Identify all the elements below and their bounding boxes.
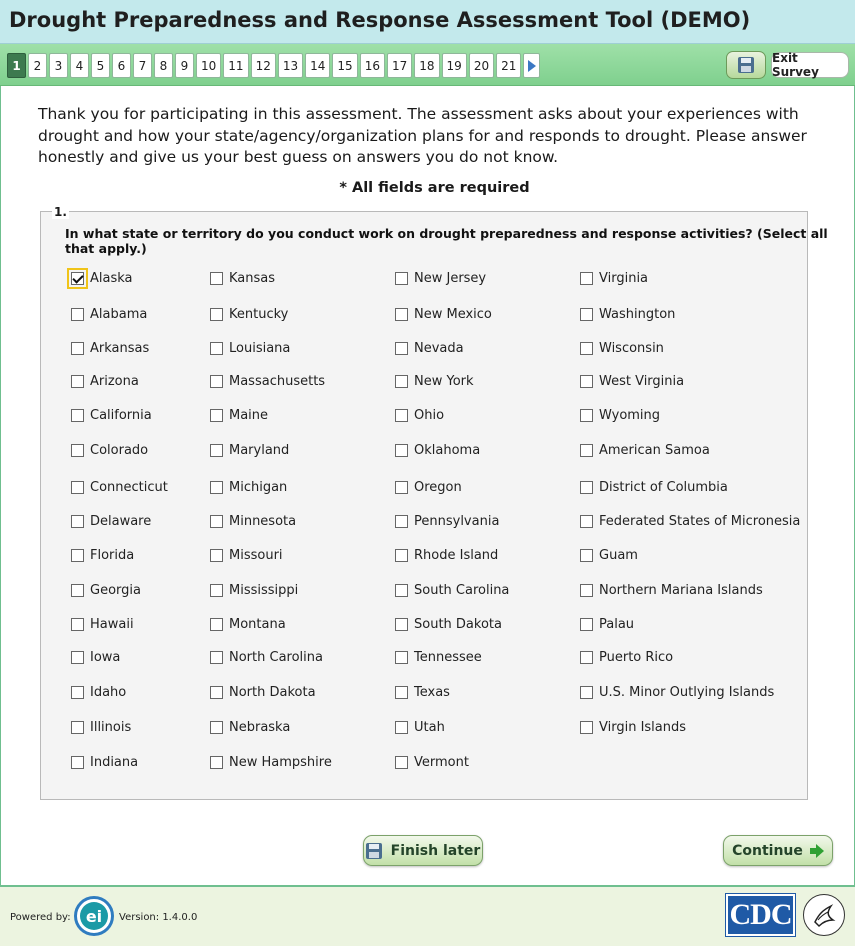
option-label: American Samoa bbox=[599, 443, 710, 458]
page-button-15[interactable]: 15 bbox=[332, 53, 357, 78]
option-arkansas[interactable] bbox=[71, 341, 149, 356]
option-label: North Dakota bbox=[229, 685, 316, 700]
option-label: Vermont bbox=[414, 755, 469, 770]
checkbox[interactable] bbox=[71, 409, 84, 422]
checkbox[interactable] bbox=[71, 756, 84, 769]
checkbox[interactable] bbox=[71, 515, 84, 528]
option-kentucky[interactable] bbox=[210, 307, 288, 322]
checkbox[interactable] bbox=[210, 272, 223, 285]
option-rhode-island[interactable] bbox=[395, 548, 498, 563]
option-label: Oregon bbox=[414, 480, 462, 495]
checkbox[interactable] bbox=[210, 549, 223, 562]
checkbox[interactable] bbox=[210, 618, 223, 631]
option-mississippi[interactable] bbox=[210, 583, 298, 598]
option-label: New York bbox=[414, 374, 474, 389]
finish-later-label: Finish later bbox=[390, 842, 481, 859]
option-oregon[interactable] bbox=[395, 480, 462, 495]
option-virginia[interactable] bbox=[580, 271, 648, 286]
intro-text: Thank you for participating in this assessment. The assessment asks about your experiences with drought and how your state/agency/organization plans for and responds to drought. Please answer honestly and give us your best guess on answers you do not know. bbox=[38, 105, 807, 166]
ei-logo bbox=[74, 896, 114, 936]
checkbox[interactable] bbox=[580, 686, 593, 699]
option-hawaii[interactable] bbox=[71, 617, 134, 632]
option-ohio[interactable] bbox=[395, 408, 444, 423]
option-label: Montana bbox=[229, 617, 286, 632]
option-label: Colorado bbox=[90, 443, 149, 458]
question-number: 1. bbox=[54, 205, 67, 219]
option-minnesota[interactable] bbox=[210, 514, 296, 529]
option-label: Mississippi bbox=[229, 583, 299, 598]
option-michigan[interactable] bbox=[210, 480, 287, 495]
option-nevada[interactable] bbox=[395, 341, 464, 356]
option-tennessee[interactable] bbox=[395, 650, 482, 665]
page-button-19[interactable]: 19 bbox=[442, 53, 467, 78]
option-louisiana[interactable] bbox=[210, 341, 290, 356]
option-utah[interactable] bbox=[395, 720, 445, 735]
option-label: Wyoming bbox=[599, 408, 661, 423]
option-label: Arizona bbox=[90, 374, 139, 389]
page-button-12[interactable]: 12 bbox=[251, 53, 276, 78]
option-label: Missouri bbox=[229, 548, 283, 563]
checkbox[interactable] bbox=[580, 308, 593, 321]
option-label: Washington bbox=[599, 307, 676, 322]
checkbox[interactable] bbox=[210, 686, 223, 699]
option-maryland[interactable] bbox=[210, 443, 289, 458]
checkbox[interactable] bbox=[71, 721, 84, 734]
option-label: Arkansas bbox=[90, 341, 150, 356]
checkbox[interactable] bbox=[395, 515, 408, 528]
option-wyoming[interactable] bbox=[580, 408, 660, 423]
checkbox[interactable] bbox=[395, 481, 408, 494]
checkbox[interactable] bbox=[395, 686, 408, 699]
checkbox[interactable] bbox=[210, 721, 223, 734]
checkbox[interactable] bbox=[210, 756, 223, 769]
checkbox[interactable] bbox=[395, 756, 408, 769]
option-label: Puerto Rico bbox=[599, 650, 674, 665]
option-label: New Jersey bbox=[414, 271, 487, 286]
option-nebraska[interactable] bbox=[210, 720, 290, 735]
option-label: Alabama bbox=[90, 307, 148, 322]
option-label: Nebraska bbox=[229, 720, 291, 735]
option-label: California bbox=[90, 408, 152, 423]
option-florida[interactable] bbox=[71, 548, 134, 563]
triangle-right-icon bbox=[528, 60, 536, 72]
checkbox[interactable] bbox=[580, 272, 593, 285]
checkbox[interactable] bbox=[580, 584, 593, 597]
continue-label: Continue bbox=[732, 842, 803, 859]
checkbox[interactable] bbox=[580, 721, 593, 734]
option-label: Hawaii bbox=[90, 617, 134, 632]
option-pennsylvania[interactable] bbox=[395, 514, 499, 529]
option-label: Indiana bbox=[90, 755, 139, 770]
option-guam[interactable] bbox=[580, 548, 638, 563]
option-label: Connecticut bbox=[90, 480, 168, 495]
checkbox[interactable] bbox=[580, 651, 593, 664]
page-button-4[interactable]: 4 bbox=[70, 53, 89, 78]
page-button-1[interactable]: 1 bbox=[7, 53, 26, 78]
option-label: Minnesota bbox=[229, 514, 297, 529]
option-new-mexico[interactable] bbox=[395, 307, 492, 322]
option-texas[interactable] bbox=[395, 685, 450, 700]
option-label: Guam bbox=[599, 548, 638, 563]
option-colorado[interactable] bbox=[71, 443, 148, 458]
option-label: District of Columbia bbox=[599, 480, 728, 495]
option-u-s-minor-outlying-islands[interactable] bbox=[580, 685, 774, 700]
checkbox[interactable] bbox=[210, 651, 223, 664]
option-label: Utah bbox=[414, 720, 445, 735]
next-page-button[interactable] bbox=[523, 53, 540, 78]
option-wisconsin[interactable] bbox=[580, 341, 664, 356]
page-button-10[interactable]: 10 bbox=[196, 53, 221, 78]
option-label: Michigan bbox=[229, 480, 288, 495]
option-north-carolina[interactable] bbox=[210, 650, 323, 665]
option-south-dakota[interactable] bbox=[395, 617, 502, 632]
required-note bbox=[0, 180, 855, 196]
option-label: Northern Mariana Islands bbox=[599, 583, 763, 598]
option-label: Palau bbox=[599, 617, 635, 632]
option-california[interactable] bbox=[71, 408, 152, 423]
page-button-14[interactable]: 14 bbox=[305, 53, 330, 78]
option-idaho[interactable] bbox=[71, 685, 126, 700]
checkbox[interactable] bbox=[395, 409, 408, 422]
option-label: Idaho bbox=[90, 685, 127, 700]
page-button-3[interactable]: 3 bbox=[49, 53, 68, 78]
checkbox[interactable] bbox=[580, 444, 593, 457]
option-kansas[interactable] bbox=[210, 271, 275, 286]
option-label: New Mexico bbox=[414, 307, 492, 322]
option-virgin-islands[interactable] bbox=[580, 720, 686, 735]
checkbox[interactable] bbox=[395, 618, 408, 631]
option-northern-mariana-islands[interactable] bbox=[580, 583, 763, 598]
option-label: Louisiana bbox=[229, 341, 291, 356]
checkbox[interactable] bbox=[395, 342, 408, 355]
option-connecticut[interactable] bbox=[71, 480, 168, 495]
option-label: Wisconsin bbox=[599, 341, 664, 356]
option-alaska[interactable] bbox=[71, 271, 133, 286]
option-federated-states-of-micronesia[interactable] bbox=[580, 514, 800, 529]
option-new-jersey[interactable] bbox=[395, 271, 486, 286]
question-text: In what state or territory do you conduct work on drought preparedness and response activities? (Select all that apply.) bbox=[65, 226, 828, 256]
continue-button[interactable] bbox=[723, 835, 833, 866]
option-indiana[interactable] bbox=[71, 755, 138, 770]
option-label: North Carolina bbox=[229, 650, 323, 665]
checkbox[interactable] bbox=[210, 409, 223, 422]
option-label: Maryland bbox=[229, 443, 290, 458]
checkbox[interactable] bbox=[580, 549, 593, 562]
page-button-21[interactable]: 21 bbox=[496, 53, 521, 78]
option-washington[interactable] bbox=[580, 307, 675, 322]
option-label: South Carolina bbox=[414, 583, 510, 598]
page-button-8[interactable]: 8 bbox=[154, 53, 173, 78]
option-west-virginia[interactable] bbox=[580, 374, 684, 389]
cdc-logo: CDC bbox=[726, 894, 795, 936]
checkbox[interactable] bbox=[210, 375, 223, 388]
checkbox[interactable] bbox=[580, 618, 593, 631]
option-south-carolina[interactable] bbox=[395, 583, 509, 598]
option-label: Virgin Islands bbox=[599, 720, 687, 735]
option-american-samoa[interactable] bbox=[580, 443, 710, 458]
checkbox[interactable] bbox=[71, 481, 84, 494]
option-puerto-rico[interactable] bbox=[580, 650, 673, 665]
page-button-17[interactable]: 17 bbox=[387, 53, 412, 78]
exit-survey-button[interactable]: Exit Survey bbox=[771, 52, 849, 78]
checkbox[interactable] bbox=[395, 444, 408, 457]
checkbox[interactable] bbox=[71, 651, 84, 664]
option-label: West Virginia bbox=[599, 374, 685, 389]
option-missouri[interactable] bbox=[210, 548, 283, 563]
checkbox[interactable] bbox=[580, 409, 593, 422]
checkbox[interactable] bbox=[395, 375, 408, 388]
checkbox[interactable] bbox=[395, 272, 408, 285]
checkbox[interactable] bbox=[580, 515, 593, 528]
checkbox[interactable] bbox=[71, 686, 84, 699]
page-button-7[interactable]: 7 bbox=[133, 53, 152, 78]
page-list bbox=[7, 53, 540, 78]
checkbox[interactable] bbox=[395, 721, 408, 734]
option-label: Alaska bbox=[90, 271, 133, 286]
checkbox[interactable] bbox=[210, 515, 223, 528]
checkbox[interactable] bbox=[210, 481, 223, 494]
question-box bbox=[40, 211, 808, 800]
checkbox[interactable] bbox=[210, 444, 223, 457]
option-label: Pennsylvania bbox=[414, 514, 500, 529]
option-delaware[interactable] bbox=[71, 514, 151, 529]
floppy-disk-icon bbox=[366, 843, 382, 859]
checkbox[interactable] bbox=[71, 308, 84, 321]
option-label: Delaware bbox=[90, 514, 152, 529]
checkbox[interactable] bbox=[71, 444, 84, 457]
checkbox[interactable] bbox=[210, 584, 223, 597]
option-oklahoma[interactable] bbox=[395, 443, 480, 458]
checkbox[interactable] bbox=[395, 584, 408, 597]
page-button-2[interactable]: 2 bbox=[28, 53, 47, 78]
option-arizona[interactable] bbox=[71, 374, 139, 389]
checkbox[interactable] bbox=[580, 375, 593, 388]
option-maine[interactable] bbox=[210, 408, 268, 423]
checkbox[interactable] bbox=[395, 549, 408, 562]
save-button[interactable] bbox=[726, 51, 766, 79]
app-title: Drought Preparedness and Response Assessment Tool (DEMO) bbox=[9, 8, 751, 32]
page-button-6[interactable]: 6 bbox=[112, 53, 131, 78]
option-north-dakota[interactable] bbox=[210, 685, 316, 700]
option-alabama[interactable] bbox=[71, 307, 147, 322]
page-button-13[interactable]: 13 bbox=[278, 53, 303, 78]
option-label: Iowa bbox=[90, 650, 121, 665]
option-label: Kansas bbox=[229, 271, 276, 286]
option-label: Illinois bbox=[90, 720, 132, 735]
option-montana[interactable] bbox=[210, 617, 286, 632]
checkbox[interactable] bbox=[210, 342, 223, 355]
option-palau[interactable] bbox=[580, 617, 634, 632]
option-label: Kentucky bbox=[229, 307, 289, 322]
option-label: New Hampshire bbox=[229, 755, 332, 770]
checkbox[interactable] bbox=[210, 308, 223, 321]
checkbox[interactable] bbox=[71, 584, 84, 597]
title-bar bbox=[0, 0, 855, 44]
checkbox[interactable] bbox=[580, 342, 593, 355]
option-label: Ohio bbox=[414, 408, 445, 423]
option-label: Georgia bbox=[90, 583, 141, 598]
option-label: Tennessee bbox=[414, 650, 482, 665]
option-label: Rhode Island bbox=[414, 548, 499, 563]
ei-logo-mark: ei bbox=[80, 902, 108, 930]
option-massachusetts[interactable] bbox=[210, 374, 325, 389]
checkbox[interactable] bbox=[71, 272, 84, 285]
checkbox[interactable] bbox=[71, 549, 84, 562]
option-label: Massachusetts bbox=[229, 374, 326, 389]
option-label: Federated States of Micronesia bbox=[599, 514, 801, 529]
checkbox[interactable] bbox=[71, 375, 84, 388]
page-button-18[interactable]: 18 bbox=[414, 53, 439, 78]
option-label: Texas bbox=[414, 685, 450, 700]
option-new-hampshire[interactable] bbox=[210, 755, 332, 770]
option-label: Florida bbox=[90, 548, 135, 563]
arrow-right-icon bbox=[810, 845, 824, 857]
checkbox[interactable] bbox=[395, 308, 408, 321]
option-label: Maine bbox=[229, 408, 269, 423]
floppy-disk-icon bbox=[738, 57, 754, 73]
option-illinois[interactable] bbox=[71, 720, 131, 735]
option-district-of-columbia[interactable] bbox=[580, 480, 728, 495]
option-label: Nevada bbox=[414, 341, 464, 356]
checkbox[interactable] bbox=[71, 342, 84, 355]
page-button-11[interactable]: 11 bbox=[223, 53, 248, 78]
page-nav-bar bbox=[0, 44, 855, 86]
page-button-5[interactable]: 5 bbox=[91, 53, 110, 78]
option-label: U.S. Minor Outlying Islands bbox=[599, 685, 775, 700]
option-label: Oklahoma bbox=[414, 443, 481, 458]
version-label: Version: 1.4.0.0 bbox=[119, 912, 198, 923]
hhs-eagle-logo bbox=[803, 894, 845, 936]
powered-by-label: Powered by: bbox=[10, 912, 71, 923]
checkbox[interactable] bbox=[395, 651, 408, 664]
option-label: South Dakota bbox=[414, 617, 502, 632]
page-button-20[interactable]: 20 bbox=[469, 53, 494, 78]
checkbox[interactable] bbox=[580, 481, 593, 494]
option-new-york[interactable] bbox=[395, 374, 474, 389]
checkbox[interactable] bbox=[71, 618, 84, 631]
page-button-16[interactable]: 16 bbox=[360, 53, 385, 78]
option-label: Virginia bbox=[599, 271, 649, 286]
finish-later-button[interactable] bbox=[363, 835, 483, 866]
option-georgia[interactable] bbox=[71, 583, 141, 598]
option-vermont[interactable] bbox=[395, 755, 469, 770]
option-iowa[interactable] bbox=[71, 650, 120, 665]
page-button-9[interactable]: 9 bbox=[175, 53, 194, 78]
required-note-text: * All fields are required bbox=[339, 180, 530, 196]
footer bbox=[0, 885, 855, 946]
